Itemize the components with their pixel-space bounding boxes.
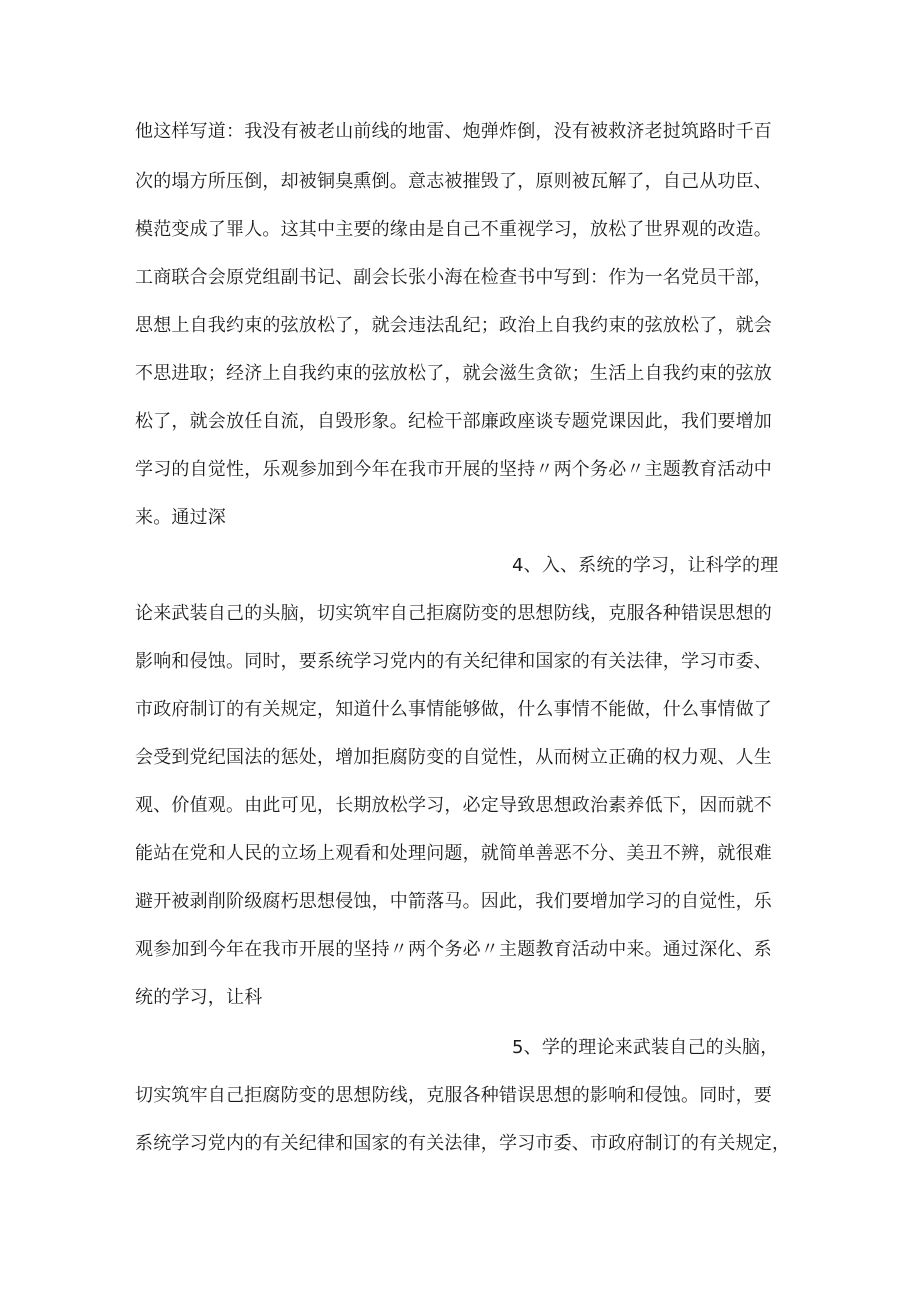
section-heading-4: 4、入、系统的学习，让科学的理	[512, 555, 779, 576]
paragraph-line: 不思进取；经济上自我约束的弦放松了，就会滋生贪欲；生活上自我约束的弦放	[135, 363, 772, 384]
paragraph-line: 影响和侵蚀。同时，要系统学习党内的有关纪律和国家的有关法律，学习市委、	[135, 651, 772, 672]
paragraph-line: 模范变成了罪人。这其中主要的缘由是自己不重视学习，放松了世界观的改造。	[135, 219, 772, 240]
paragraph-line: 会受到党纪国法的惩处，增加拒腐防变的自觉性，从而树立正确的权力观、人生	[135, 747, 772, 768]
paragraph-line: 切实筑牢自己拒腐防变的思想防线，克服各种错误思想的影响和侵蚀。同时，要	[135, 1085, 772, 1106]
paragraph-line: 观、价值观。由此可见，长期放松学习，必定导致思想政治素养低下，因而就不	[135, 795, 772, 816]
paragraph-line: 避开被剥削阶级腐朽思想侵蚀，中箭落马。因此，我们要增加学习的自觉性，乐	[135, 891, 772, 912]
paragraph-line: 统的学习，让科	[135, 987, 263, 1008]
paragraph-line: 学习的自觉性，乐观参加到今年在我市开展的坚持〃两个务必〃主题教育活动中	[135, 459, 772, 480]
paragraph-line: 工商联合会原党组副书记、副会长张小海在检查书中写到：作为一名党员干部，	[135, 267, 772, 288]
paragraph-line: 观参加到今年在我市开展的坚持〃两个务必〃主题教育活动中来。通过深化、系	[135, 939, 772, 960]
paragraph-line: 他这样写道：我没有被老山前线的地雷、炮弹炸倒，没有被救济老挝筑路时千百	[135, 121, 772, 142]
paragraph-line: 次的塌方所压倒，却被铜臭熏倒。意志被摧毁了，原则被瓦解了，自己从功臣、	[135, 171, 772, 192]
paragraph-line: 思想上自我约束的弦放松了，就会违法乱纪；政治上自我约束的弦放松了，就会	[135, 315, 772, 336]
paragraph-line: 市政府制订的有关规定，知道什么事情能够做，什么事情不能做，什么事情做了	[135, 699, 772, 720]
paragraph-line: 能站在党和人民的立场上观看和处理问题，就简单善恶不分、美丑不辨，就很难	[135, 843, 772, 864]
section-heading-5: 5、学的理论来武装自己的头脑，	[512, 1037, 779, 1058]
paragraph-line: 来。通过深	[135, 507, 226, 528]
paragraph-line: 系统学习党内的有关纪律和国家的有关法律，学习市委、市政府制订的有关规定，	[135, 1133, 791, 1154]
paragraph-line: 松了，就会放任自流，自毁形象。纪检干部廉政座谈专题党课因此，我们要增加	[135, 411, 772, 432]
paragraph-line: 论来武装自己的头脑，切实筑牢自己拒腐防变的思想防线，克服各种错误思想的	[135, 603, 772, 624]
